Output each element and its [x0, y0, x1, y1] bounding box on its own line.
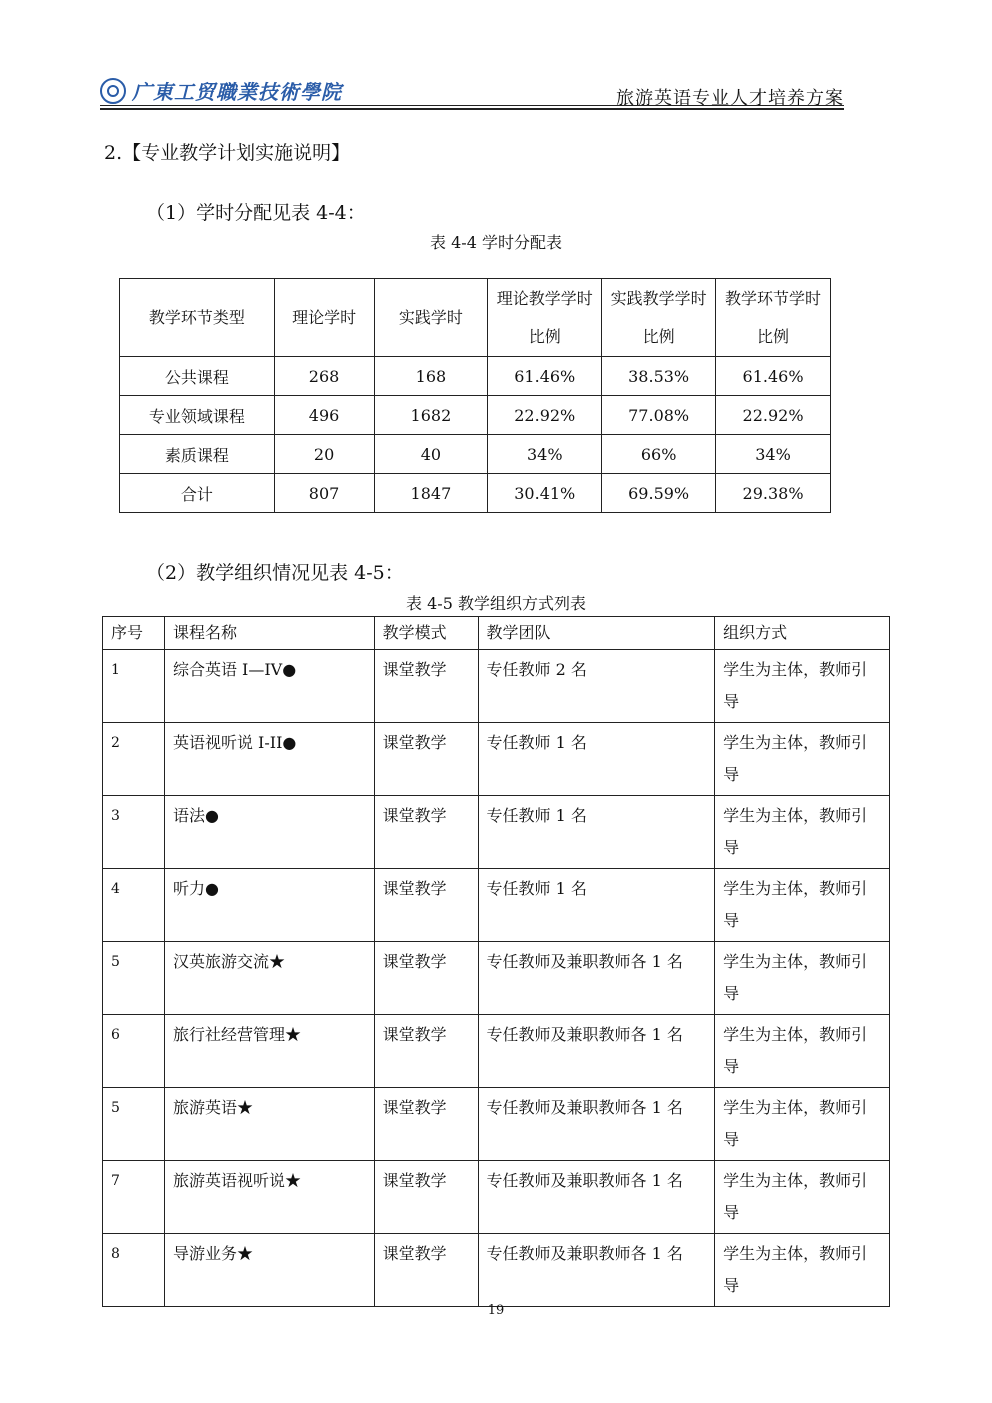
table-header-row [103, 617, 890, 650]
document-title: 旅游英语专业人才培养方案 [616, 88, 844, 109]
table-cell: 课堂教学 [374, 942, 478, 1015]
table-cell: 专任教师及兼职教师各 1 名 [478, 1088, 715, 1161]
table-cell: 听力● [164, 869, 374, 942]
table-cell: 专任教师 1 名 [478, 869, 715, 942]
table-cell: 综合英语 I—IV● [164, 650, 374, 723]
header-cell: 课程名称 [164, 617, 374, 650]
table-header-row [120, 279, 831, 357]
table-cell: 合计 [120, 474, 275, 513]
table-cell: 学生为主体，教师引导 [715, 1234, 890, 1307]
table-cell: 4 [103, 869, 165, 942]
table-cell: 专任教师 2 名 [478, 650, 715, 723]
table-row [120, 435, 831, 474]
table-cell: 69.59% [602, 474, 716, 513]
table-cell: 课堂教学 [374, 723, 478, 796]
table-row [103, 1161, 890, 1234]
header-cell: 理论教学学时比例 [488, 279, 602, 357]
header-cell: 序号 [103, 617, 165, 650]
table-cell: 专业领域课程 [120, 396, 275, 435]
table-cell: 专任教师 1 名 [478, 796, 715, 869]
table-row [103, 1088, 890, 1161]
college-logo [100, 76, 342, 105]
table-4-5-caption: 表 4-5 教学组织方式列表 [406, 594, 586, 613]
table-cell: 课堂教学 [374, 1234, 478, 1307]
header-cell: 教学模式 [374, 617, 478, 650]
table-cell: 3 [103, 796, 165, 869]
header-cell: 理论学时 [274, 279, 374, 357]
table-cell: 汉英旅游交流★ [164, 942, 374, 1015]
table-cell: 22.92% [488, 396, 602, 435]
table-cell: 学生为主体，教师引导 [715, 723, 890, 796]
table-cell: 专任教师 1 名 [478, 723, 715, 796]
table-cell: 168 [374, 357, 488, 396]
table-cell: 公共课程 [120, 357, 275, 396]
subheading-organization: （2）教学组织情况见表 4-5： [146, 562, 404, 584]
table-cell: 专任教师及兼职教师各 1 名 [478, 1161, 715, 1234]
table-cell: 课堂教学 [374, 1088, 478, 1161]
table-cell: 专任教师及兼职教师各 1 名 [478, 1234, 715, 1307]
table-cell: 34% [716, 435, 831, 474]
table-cell: 学生为主体，教师引导 [715, 1015, 890, 1088]
subheading-hours: （1）学时分配见表 4-4： [146, 202, 366, 224]
table-cell: 课堂教学 [374, 1161, 478, 1234]
table-cell: 61.46% [716, 357, 831, 396]
table-cell: 语法● [164, 796, 374, 869]
table-cell: 学生为主体，教师引导 [715, 1161, 890, 1234]
table-row [103, 650, 890, 723]
table-cell: 268 [274, 357, 374, 396]
table-row [120, 474, 831, 513]
table-row [120, 396, 831, 435]
table-cell: 77.08% [602, 396, 716, 435]
table-cell: 课堂教学 [374, 869, 478, 942]
table-cell: 2 [103, 723, 165, 796]
header-cell: 教学环节学时比例 [716, 279, 831, 357]
table-cell: 旅游英语视听说★ [164, 1161, 374, 1234]
hours-allocation-table [119, 278, 831, 513]
table-cell: 旅游英语★ [164, 1088, 374, 1161]
table-cell: 1682 [374, 396, 488, 435]
table-cell: 素质课程 [120, 435, 275, 474]
header-cell: 组织方式 [715, 617, 890, 650]
page-header [100, 70, 844, 110]
header-cell: 实践教学学时比例 [602, 279, 716, 357]
table-cell: 66% [602, 435, 716, 474]
table-cell: 1847 [374, 474, 488, 513]
table-cell: 学生为主体，教师引导 [715, 942, 890, 1015]
college-seal-icon [100, 78, 126, 104]
table-cell: 40 [374, 435, 488, 474]
college-name: 广東工贸職業技術學院 [132, 80, 342, 104]
table-cell: 学生为主体，教师引导 [715, 869, 890, 942]
table-row [103, 942, 890, 1015]
table-cell: 5 [103, 1088, 165, 1161]
table-cell: 6 [103, 1015, 165, 1088]
table-cell: 29.38% [716, 474, 831, 513]
table-row [120, 357, 831, 396]
table-row [103, 1015, 890, 1088]
teaching-organization-table [102, 616, 890, 1307]
table-cell: 旅行社经营管理★ [164, 1015, 374, 1088]
table-cell: 课堂教学 [374, 796, 478, 869]
table-cell: 34% [488, 435, 602, 474]
table-cell: 496 [274, 396, 374, 435]
table-cell: 专任教师及兼职教师各 1 名 [478, 1015, 715, 1088]
table-cell: 课堂教学 [374, 650, 478, 723]
table-row [103, 723, 890, 796]
table-cell: 30.41% [488, 474, 602, 513]
table-cell: 38.53% [602, 357, 716, 396]
header-divider [100, 105, 844, 106]
table-cell: 61.46% [488, 357, 602, 396]
table-row [103, 1234, 890, 1307]
page-number: 19 [487, 1303, 505, 1318]
table-cell: 8 [103, 1234, 165, 1307]
table-row [103, 869, 890, 942]
table-cell: 22.92% [716, 396, 831, 435]
table-cell: 1 [103, 650, 165, 723]
header-cell: 教学团队 [478, 617, 715, 650]
header-divider-thick [100, 108, 844, 110]
table-cell: 学生为主体，教师引导 [715, 796, 890, 869]
table-cell: 807 [274, 474, 374, 513]
table-cell: 学生为主体，教师引导 [715, 650, 890, 723]
table-4-4-caption: 表 4-4 学时分配表 [430, 233, 562, 252]
table-row [103, 796, 890, 869]
table-cell: 20 [274, 435, 374, 474]
table-cell: 导游业务★ [164, 1234, 374, 1307]
table-cell: 课堂教学 [374, 1015, 478, 1088]
table-cell: 7 [103, 1161, 165, 1234]
table-cell: 5 [103, 942, 165, 1015]
table-cell: 专任教师及兼职教师各 1 名 [478, 942, 715, 1015]
header-cell: 实践学时 [374, 279, 488, 357]
header-cell: 教学环节类型 [120, 279, 275, 357]
table-cell: 英语视听说 I-II● [164, 723, 374, 796]
section-heading: 2.【专业教学计划实施说明】 [104, 142, 351, 164]
table-cell: 学生为主体，教师引导 [715, 1088, 890, 1161]
